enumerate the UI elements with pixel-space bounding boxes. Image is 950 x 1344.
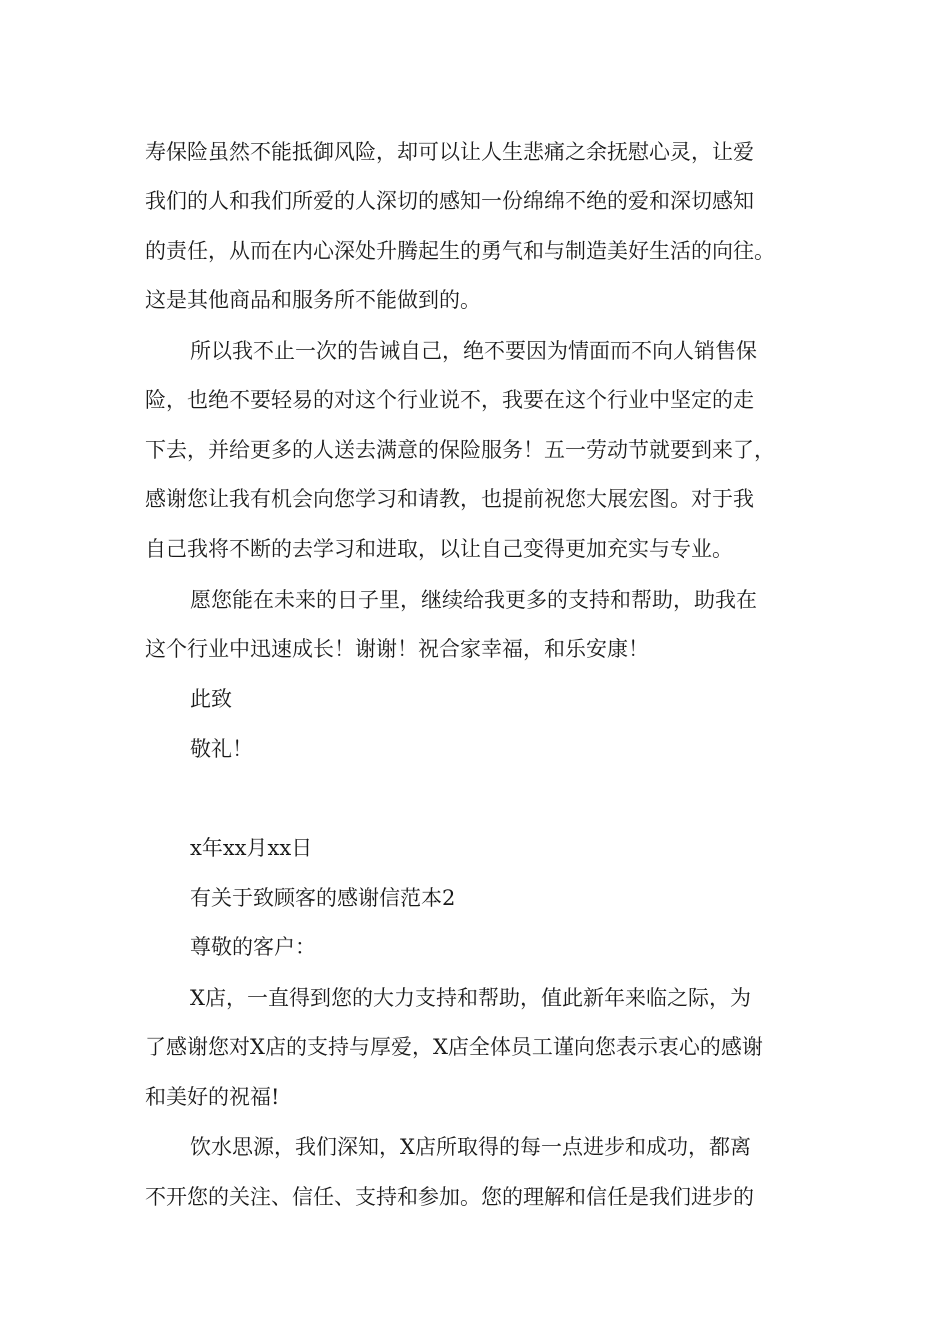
closing-line: 此致 [190, 687, 232, 711]
text-line: 自己我将不断的去学习和进取，以让自己变得更加充实与专业。 [145, 537, 733, 561]
text-line: 所以我不止一次的告诫自己，绝不要因为情面而不向人销售保 [190, 339, 757, 363]
text-line: 下去，并给更多的人送去满意的保险服务！五一劳动节就要到来了， [145, 438, 775, 462]
text-line: 感谢您让我有机会向您学习和请教，也提前祝您大展宏图。对于我 [145, 487, 754, 511]
date-line: x年xx月xx日 [190, 836, 313, 860]
text-line: 这是其他商品和服务所不能做到的。 [145, 288, 481, 312]
text-line: 不开您的关注、信任、支持和参加。您的理解和信任是我们进步的 [145, 1185, 754, 1209]
text-line: 我们的人和我们所爱的人深切的感知一份绵绵不绝的爱和深切感知 [145, 189, 754, 213]
text-line: 的责任，从而在内心深处升腾起生的勇气和与制造美好生活的向往。 [145, 239, 775, 263]
text-line: 愿您能在未来的日子里，继续给我更多的支持和帮助，助我在 [190, 588, 757, 612]
text-line: 这个行业中迅速成长！谢谢！祝合家幸福，和乐安康！ [145, 637, 649, 661]
section-title: 有关于致顾客的感谢信范本2 [190, 886, 456, 910]
salutation: 尊敬的客户： [190, 935, 316, 959]
text-line: 寿保险虽然不能抵御风险，却可以让人生悲痛之余抚慰心灵，让爱 [145, 140, 754, 164]
text-line: X店，一直得到您的大力支持和帮助，值此新年来临之际，为 [190, 986, 751, 1010]
text-line: 险，也绝不要轻易的对这个行业说不，我要在这个行业中坚定的走 [145, 388, 754, 412]
text-line: 和美好的祝福! [145, 1085, 280, 1109]
closing-line: 敬礼！ [190, 737, 253, 761]
text-line: 饮水思源，我们深知，X店所取得的每一点进步和成功，都离 [190, 1135, 751, 1159]
text-line: 了感谢您对X店的支持与厚爱，X店全体员工谨向您表示衷心的感谢 [145, 1035, 763, 1059]
